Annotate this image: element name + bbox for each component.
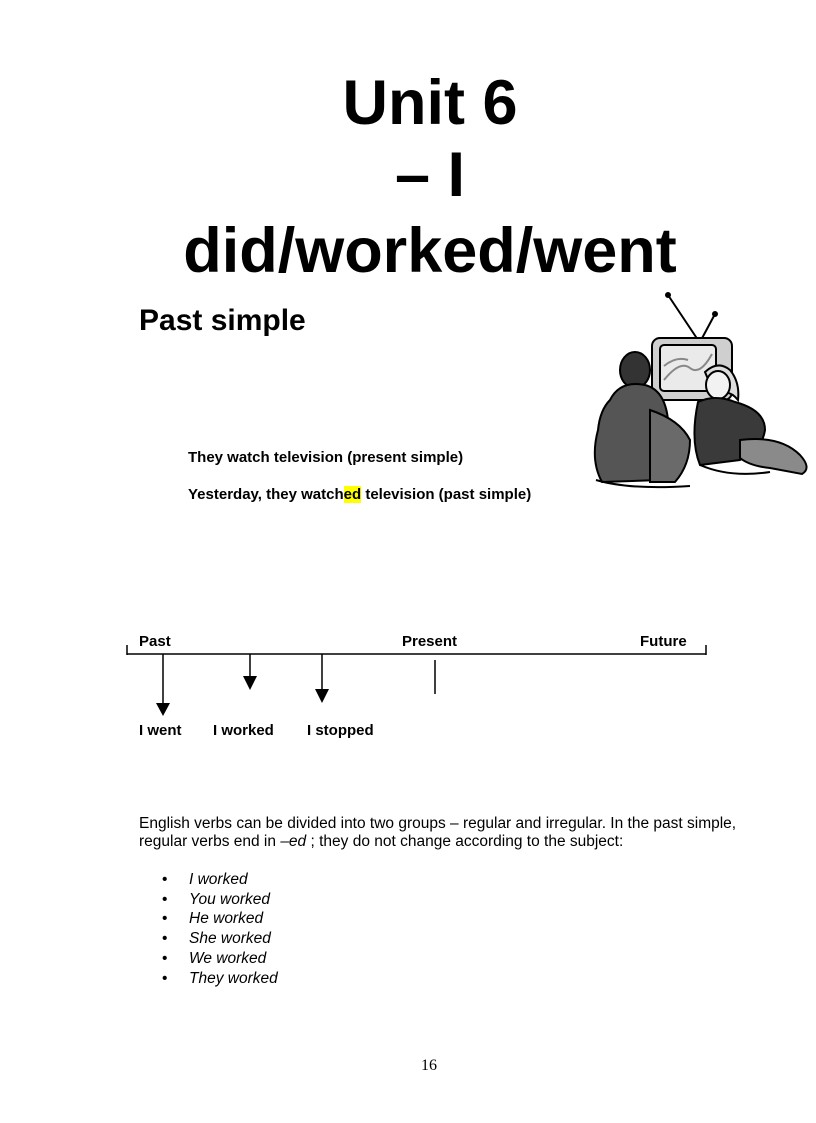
highlighted-ed-ending: ed bbox=[343, 486, 362, 503]
example-past-simple-stem-end: h bbox=[334, 486, 344, 503]
example-past-simple bbox=[188, 486, 531, 504]
timeline-event-stopped: I stopped bbox=[307, 722, 374, 739]
section-subtitle: Past simple bbox=[139, 304, 306, 337]
arrow-worked-head bbox=[243, 676, 257, 690]
unit-title-line-3: did/worked/went bbox=[183, 216, 677, 286]
list-item-text: He worked bbox=[189, 910, 264, 928]
conjugation-list bbox=[162, 870, 278, 988]
list-item-text: She worked bbox=[189, 930, 271, 948]
bullet-icon: • bbox=[162, 871, 168, 888]
timeline-label-past: Past bbox=[139, 633, 171, 650]
explanation-text-start: English verbs can be divided into two groups – regular and irregular. In the past simple, regular verbs end in bbox=[139, 815, 737, 850]
list-item bbox=[162, 890, 278, 910]
timeline-event-went: I went bbox=[139, 722, 182, 739]
bullet-icon: • bbox=[162, 969, 168, 987]
list-item-text: You worked bbox=[189, 890, 270, 908]
explanation-paragraph bbox=[139, 815, 739, 851]
example-past-simple-start: Yesterday, they watc bbox=[188, 486, 335, 503]
explanation-text-end: ; they do not change according to the subject: bbox=[306, 833, 624, 850]
list-item-text: They worked bbox=[189, 969, 278, 987]
example-present-simple: They watch television (present simple) bbox=[188, 449, 464, 466]
arrow-went-head bbox=[156, 703, 170, 716]
timeline-label-future: Future bbox=[640, 633, 687, 650]
timeline-label-present: Present bbox=[402, 633, 458, 650]
arrow-stopped-head bbox=[315, 689, 329, 703]
list-item bbox=[162, 870, 278, 890]
list-item bbox=[162, 929, 278, 949]
list-item bbox=[162, 969, 278, 989]
list-item-text: We worked bbox=[189, 949, 267, 967]
timeline-event-worked: I worked bbox=[213, 722, 274, 739]
list-item bbox=[162, 909, 278, 929]
couple-watching-television-clipart bbox=[590, 290, 815, 500]
list-item bbox=[162, 949, 278, 969]
ed-ending-term: –ed bbox=[280, 833, 307, 850]
bullet-icon: • bbox=[162, 890, 168, 908]
unit-title-line-2: – I bbox=[394, 140, 466, 210]
list-item-text: I worked bbox=[189, 871, 248, 888]
page-number: 16 bbox=[421, 1057, 437, 1074]
bullet-icon: • bbox=[162, 910, 168, 928]
bullet-icon: • bbox=[162, 949, 168, 967]
bullet-icon: • bbox=[162, 930, 168, 948]
unit-title-line-1: Unit 6 bbox=[342, 68, 518, 138]
example-past-simple-end: television (past simple) bbox=[361, 486, 532, 503]
